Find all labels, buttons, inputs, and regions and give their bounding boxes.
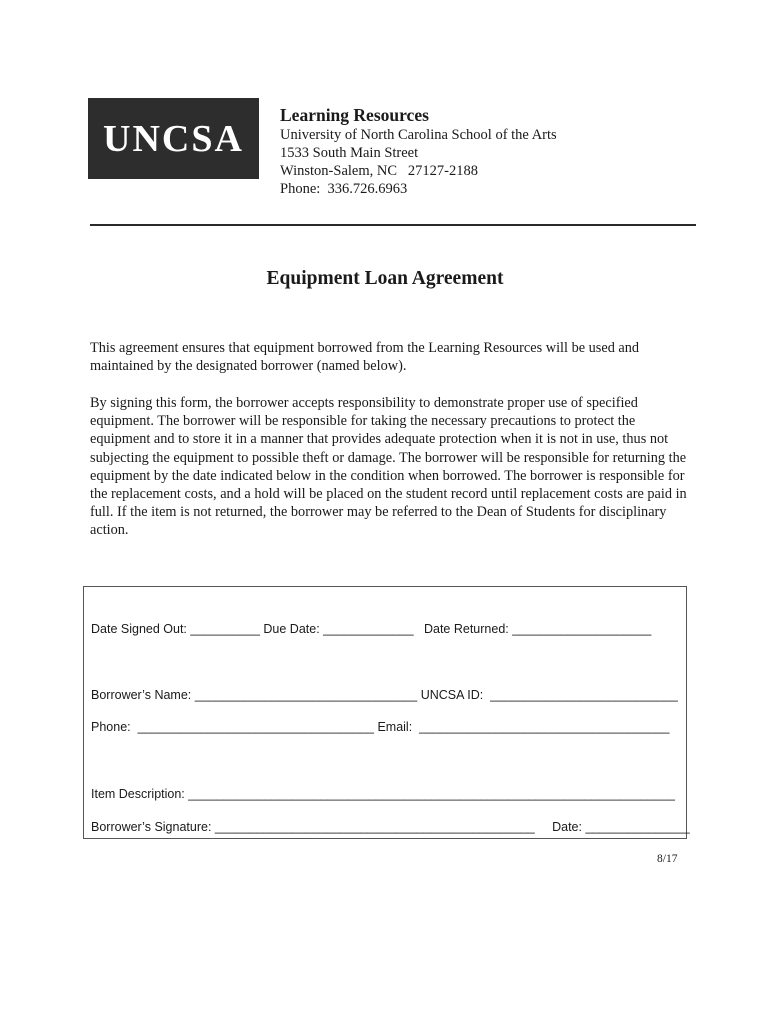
address-line-2: Winston-Salem, NC 27127-2188 bbox=[280, 163, 478, 179]
date-field[interactable]: _______________ bbox=[585, 820, 690, 834]
date-label: Date: bbox=[552, 820, 582, 834]
org-title: Learning Resources bbox=[280, 105, 429, 125]
borrower-signature-label: Borrower’s Signature: bbox=[91, 820, 212, 834]
email-label: Email: bbox=[377, 720, 413, 734]
item-description-label: Item Description: bbox=[91, 787, 185, 801]
address-line-1: 1533 South Main Street bbox=[280, 145, 419, 161]
responsibility-paragraph: By signing this form, the borrower accepts responsibility to demonstrate proper use of specified equipment. The borrower will be responsible for taking the necessary precautions to protect the equipment and to store it in a manner that provides adequate protection when it is not in use, thus not subjecting the equipment to possible theft or damage. The borrower will be responsible for returning the equipment by the date indicated below in the condition when borrowed. The borrower is responsible for the replacement costs, and a hold will be placed on the student record until replacement costs are paid in full. If the item is not returned, the borrower may be referred to the Dean of Students for disciplinary action. bbox=[90, 395, 687, 539]
document-title: Equipment Loan Agreement bbox=[266, 268, 504, 289]
borrower-name-field[interactable]: ________________________________ bbox=[194, 688, 418, 702]
organization-block bbox=[280, 104, 557, 198]
phone-label: Phone: bbox=[91, 720, 131, 734]
form-row-dates bbox=[91, 622, 651, 636]
org-phone: Phone: 336.726.6963 bbox=[280, 181, 408, 197]
intro-paragraph: This agreement ensures that equipment borrowed from the Learning Resources will be used and maintained by the designated borrower (named below). bbox=[90, 340, 640, 375]
org-name: University of North Carolina School of the Arts bbox=[280, 127, 557, 143]
date-returned-field[interactable]: ____________________ bbox=[512, 622, 652, 636]
uncsa-id-label: UNCSA ID: bbox=[420, 688, 484, 702]
item-description-field[interactable]: ______________________________________________________________________ bbox=[188, 787, 675, 801]
uncsa-id-field[interactable]: ___________________________ bbox=[490, 688, 678, 702]
form-version: 8/17 bbox=[657, 853, 678, 865]
date-signed-out-field[interactable]: __________ bbox=[190, 622, 260, 636]
form-row-signature bbox=[91, 820, 690, 834]
header-divider bbox=[90, 224, 696, 226]
borrower-signature-field[interactable]: ______________________________________________ bbox=[214, 820, 535, 834]
form-row-item bbox=[91, 787, 675, 801]
due-date-field[interactable]: _____________ bbox=[323, 622, 414, 636]
phone-field[interactable]: __________________________________ bbox=[137, 720, 374, 734]
due-date-label: Due Date: bbox=[263, 622, 320, 636]
date-signed-out-label: Date Signed Out: bbox=[91, 622, 187, 636]
email-field[interactable]: ____________________________________ bbox=[419, 720, 670, 734]
date-returned-label: Date Returned: bbox=[423, 622, 509, 636]
form-row-contact bbox=[91, 720, 669, 734]
uncsa-logo: UNCSA bbox=[88, 98, 259, 179]
borrower-name-label: Borrower’s Name: bbox=[91, 688, 192, 702]
form-row-borrower bbox=[91, 688, 678, 702]
